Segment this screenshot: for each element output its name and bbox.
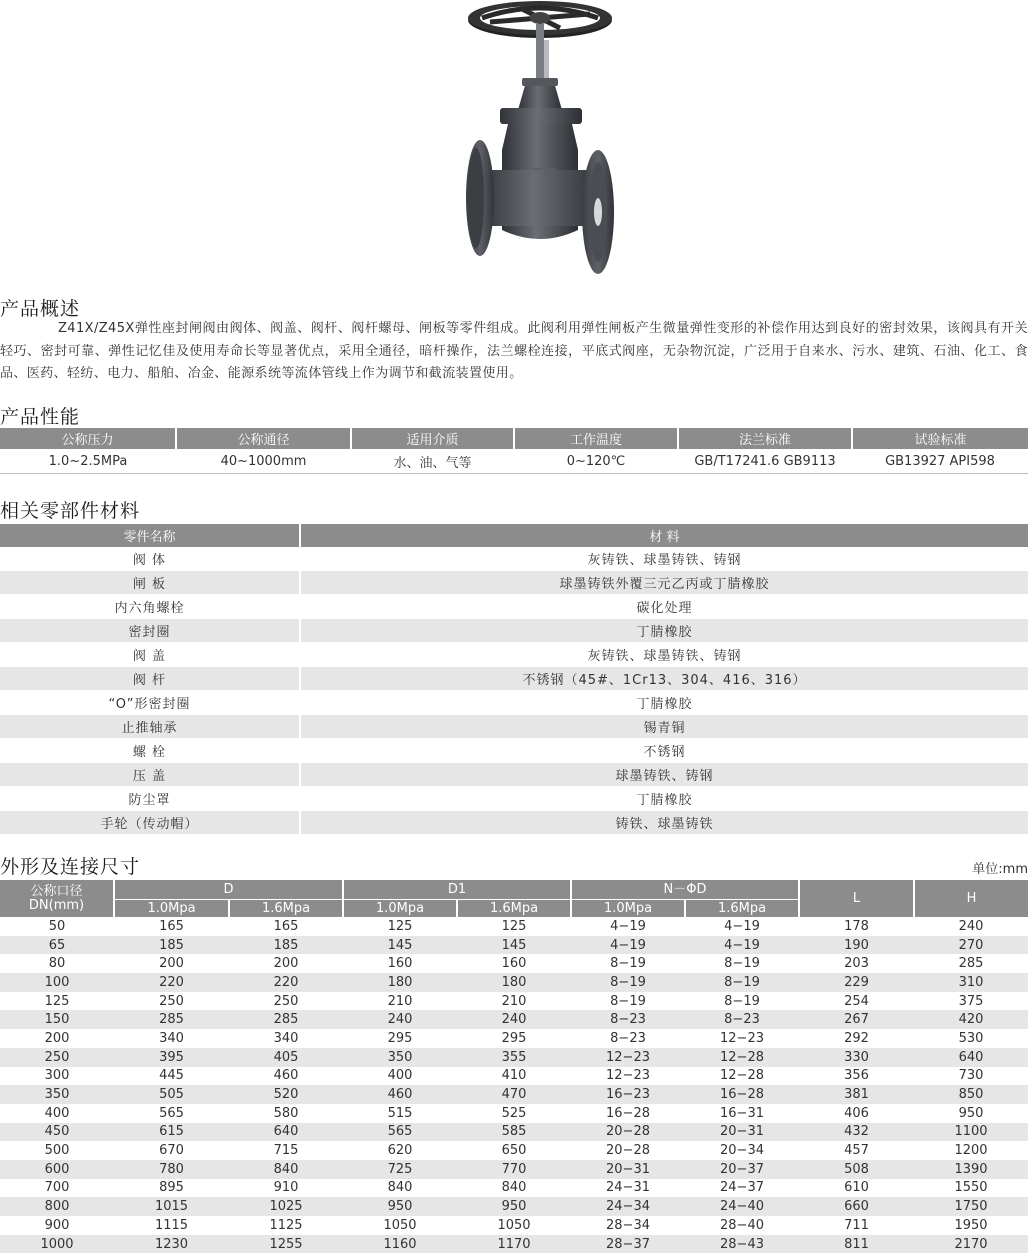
nphid-1-6-cell: 28−40 — [720, 1217, 764, 1233]
d-1-0-cell: 615 — [114, 1123, 229, 1142]
h-cell: 530 — [958, 1030, 984, 1046]
d1-1-0-cell: 840 — [387, 1180, 413, 1196]
dimensions-row — [0, 1235, 1028, 1254]
parts-title: 相关零部件材料 — [0, 500, 141, 522]
d-1-0-cell: 895 — [159, 1180, 184, 1196]
d1-1-6-cell: 160 — [501, 956, 527, 972]
l-cell: 660 — [799, 1197, 914, 1216]
header-test-standard: 试验标准 — [852, 428, 1028, 449]
d-1-0-cell: 565 — [159, 1105, 184, 1121]
d1-1-6-cell: 240 — [457, 1010, 571, 1029]
h-cell: 375 — [958, 993, 984, 1009]
part-name-cell: “O”形密封圈 — [0, 691, 300, 715]
parts-row — [0, 739, 1028, 763]
d-1-6-cell: 220 — [229, 973, 343, 992]
d-1-0-cell: 250 — [159, 993, 184, 1009]
dn-cell: 50 — [48, 918, 66, 934]
parts-row — [0, 619, 1028, 643]
nphid-1-0-cell: 8−23 — [610, 1030, 646, 1046]
d1-1-6-cell: 1170 — [457, 1235, 571, 1254]
parts-row — [0, 811, 1028, 835]
parts-row — [0, 715, 1028, 739]
d1-1-6-cell: 470 — [457, 1085, 571, 1104]
nphid-1-6-cell: 12−28 — [720, 1068, 764, 1084]
d1-1-6-cell: 210 — [501, 993, 527, 1009]
header-medium: 适用介质 — [351, 428, 514, 449]
l-cell: 178 — [844, 918, 869, 934]
h-cell: 285 — [958, 956, 984, 972]
parts-row — [0, 547, 1028, 571]
l-cell: 811 — [799, 1235, 914, 1254]
d1-1-6-cell: 525 — [501, 1105, 527, 1121]
d-1-0-cell: 780 — [114, 1160, 229, 1179]
parts-row — [0, 667, 1028, 691]
parts-row — [0, 763, 1028, 787]
nphid-1-0-cell: 8−19 — [610, 993, 646, 1009]
h-cell: 1200 — [954, 1143, 988, 1159]
d1-1-6-cell: 295 — [501, 1030, 527, 1046]
gate-valve-icon — [460, 0, 620, 280]
d1-1-0-cell: 210 — [387, 993, 413, 1009]
nphid-1-0-cell: 28−34 — [606, 1217, 650, 1233]
d1-1-0-cell: 160 — [387, 956, 413, 972]
parts-row — [0, 595, 1028, 619]
d-1-6-cell: 715 — [273, 1143, 299, 1159]
dimensions-table — [0, 880, 1028, 1253]
part-name-cell: 螺 栓 — [0, 739, 300, 763]
part-name-cell: 阀 盖 — [0, 643, 300, 667]
h-cell: 310 — [914, 973, 1028, 992]
d1-1-0-cell: 400 — [387, 1068, 413, 1084]
subheader-d-1-6: 1.6Mpa — [229, 900, 343, 918]
nphid-1-6-cell: 8−19 — [724, 993, 760, 1009]
header-d: D — [114, 880, 343, 900]
l-cell: 610 — [844, 1180, 869, 1196]
dn-cell: 200 — [44, 1030, 70, 1046]
nphid-1-0-cell: 24−31 — [606, 1180, 650, 1196]
nphid-1-0-cell: 24−34 — [571, 1197, 685, 1216]
parts-row — [0, 643, 1028, 667]
dimensions-row — [0, 1048, 1028, 1067]
dimensions-row — [0, 1179, 1028, 1198]
dimensions-row — [0, 954, 1028, 973]
nphid-1-6-cell: 20−31 — [685, 1123, 799, 1142]
material-cell: 丁腈橡胶 — [300, 691, 1028, 715]
dimensions-row — [0, 1141, 1028, 1160]
nphid-1-6-cell: 4−19 — [724, 918, 760, 934]
header-d1: D1 — [343, 880, 571, 900]
dimensions-row — [0, 1160, 1028, 1179]
material-cell: 碳化处理 — [300, 595, 1028, 619]
material-cell: 球墨铸铁外覆三元乙丙或丁腈橡胶 — [300, 571, 1028, 595]
nphid-1-6-cell: 24−40 — [685, 1197, 799, 1216]
d-1-0-cell: 395 — [114, 1048, 229, 1067]
header-dn-line2: DN(mm) — [28, 897, 85, 913]
material-cell: 丁腈橡胶 — [300, 787, 1028, 811]
d-1-0-cell: 505 — [114, 1085, 229, 1104]
d1-1-6-cell: 840 — [501, 1180, 527, 1196]
header-dn-line1: 公称口径 — [30, 883, 83, 899]
d-1-0-cell: 200 — [159, 956, 184, 972]
d1-1-6-cell: 1050 — [497, 1217, 531, 1233]
h-cell: 1390 — [914, 1160, 1028, 1179]
d-1-6-cell: 580 — [273, 1105, 299, 1121]
nphid-1-0-cell: 4−19 — [571, 936, 685, 955]
parts-row — [0, 787, 1028, 811]
nphid-1-6-cell: 4−19 — [685, 936, 799, 955]
part-name-cell: 阀 体 — [0, 547, 300, 571]
nphid-1-6-cell: 8−23 — [685, 1010, 799, 1029]
d-1-0-cell: 670 — [159, 1143, 184, 1159]
d-1-0-cell: 1015 — [114, 1197, 229, 1216]
nphid-1-0-cell: 12−23 — [606, 1068, 650, 1084]
parts-row — [0, 571, 1028, 595]
header-flange-standard: 法兰标准 — [678, 428, 852, 449]
d-1-6-cell: 250 — [273, 993, 299, 1009]
h-cell: 1100 — [914, 1123, 1028, 1142]
d1-1-0-cell: 515 — [387, 1105, 413, 1121]
d-1-6-cell: 285 — [229, 1010, 343, 1029]
value-temperature: 0~120℃ — [514, 449, 678, 474]
nphid-1-0-cell: 4−19 — [610, 918, 646, 934]
nphid-1-0-cell: 12−23 — [571, 1048, 685, 1067]
value-flange-standard: GB/T17241.6 GB9113 — [678, 449, 852, 474]
d1-1-6-cell: 125 — [501, 918, 527, 934]
d-1-6-cell: 1255 — [229, 1235, 343, 1254]
subheader-d1-1-6: 1.6Mpa — [457, 900, 571, 918]
dn-cell: 100 — [0, 973, 114, 992]
material-cell: 球墨铸铁、铸钢 — [300, 763, 1028, 787]
part-name-cell: 止推轴承 — [0, 715, 300, 739]
value-test-standard: GB13927 API598 — [852, 449, 1028, 474]
dn-cell: 150 — [0, 1010, 114, 1029]
dimensions-group-row — [0, 880, 1028, 900]
h-cell: 850 — [914, 1085, 1028, 1104]
h-cell: 1550 — [954, 1180, 988, 1196]
part-name-cell: 闸 板 — [0, 571, 300, 595]
part-name-cell: 防尘罩 — [0, 787, 300, 811]
nphid-1-0-cell: 28−37 — [571, 1235, 685, 1254]
value-diameter: 40~1000mm — [176, 449, 351, 474]
l-cell: 406 — [844, 1105, 869, 1121]
l-cell: 229 — [799, 973, 914, 992]
overview-text: Z41X/Z45X弹性座封闸阀由阀体、阀盖、阀杆、阀杆螺母、闸板等零件组成。此阀利用弹性闸板产生微量弹性变形的补偿作用达到良好的密封效果，该阀具有开关轻巧、密封可靠、弹性记忆佳及使用寿命长等显著优点，采用全通径，暗杆操作，法兰螺栓连接，平底式阀座，无杂物沉淀，广泛用于自来水、污水、建筑、石油、化工、食品、医药、轻纺、电力、船舶、冶金、能源系统等流体管线上作为调节和截流装置使用。 — [0, 321, 1028, 381]
dn-cell: 400 — [44, 1105, 70, 1121]
dimensions-row — [0, 1197, 1028, 1216]
parts-header-row — [0, 524, 1028, 547]
dimensions-row — [0, 917, 1028, 936]
unit-label: 单位:mm — [972, 862, 1028, 877]
l-cell: 711 — [844, 1217, 869, 1233]
dimensions-row — [0, 936, 1028, 955]
nphid-1-6-cell: 16−31 — [720, 1105, 764, 1121]
subheader-d-1-0: 1.0Mpa — [114, 900, 229, 918]
l-cell: 330 — [799, 1048, 914, 1067]
d-1-6-cell: 340 — [273, 1030, 299, 1046]
material-cell: 不锈钢（45#、1Cr13、304、416、316） — [300, 667, 1028, 691]
h-cell: 640 — [914, 1048, 1028, 1067]
d-1-0-cell: 285 — [114, 1010, 229, 1029]
dimensions-title: 外形及连接尺寸 — [0, 856, 141, 878]
dn-cell: 125 — [44, 993, 70, 1009]
parts-row — [0, 691, 1028, 715]
d-1-6-cell: 910 — [273, 1180, 299, 1196]
d1-1-0-cell: 1160 — [343, 1235, 457, 1254]
d1-1-0-cell: 125 — [387, 918, 413, 934]
l-cell: 508 — [799, 1160, 914, 1179]
dn-cell: 80 — [48, 956, 66, 972]
d-1-6-cell: 460 — [273, 1068, 299, 1084]
h-cell: 730 — [958, 1068, 984, 1084]
part-name-cell: 密封圈 — [0, 619, 300, 643]
nphid-1-0-cell: 8−23 — [571, 1010, 685, 1029]
d1-1-6-cell: 650 — [501, 1143, 527, 1159]
subheader-nphid-1-0: 1.0Mpa — [571, 900, 685, 918]
d1-1-0-cell: 620 — [387, 1143, 413, 1159]
d-1-6-cell: 185 — [229, 936, 343, 955]
gate-valve-image — [460, 0, 620, 280]
d1-1-6-cell: 950 — [457, 1197, 571, 1216]
performance-header-row — [0, 428, 1028, 449]
dn-cell: 600 — [0, 1160, 114, 1179]
subheader-d1-1-0: 1.0Mpa — [343, 900, 457, 918]
h-cell: 2170 — [914, 1235, 1028, 1254]
parts-table — [0, 524, 1028, 835]
h-cell: 950 — [958, 1105, 984, 1121]
l-cell: 381 — [799, 1085, 914, 1104]
header-material: 材 料 — [300, 524, 1028, 547]
dn-cell: 300 — [44, 1068, 70, 1084]
nphid-1-0-cell: 20−28 — [606, 1143, 650, 1159]
l-cell: 254 — [844, 993, 869, 1009]
part-name-cell: 手轮（传动帽） — [0, 811, 300, 835]
d-1-6-cell: 165 — [273, 918, 299, 934]
header-diameter: 公称通径 — [176, 428, 351, 449]
d1-1-6-cell: 585 — [457, 1123, 571, 1142]
nphid-1-0-cell: 16−28 — [606, 1105, 650, 1121]
nphid-1-0-cell: 16−23 — [571, 1085, 685, 1104]
l-cell: 190 — [799, 936, 914, 955]
performance-value-row — [0, 449, 1028, 474]
header-part-name: 零件名称 — [0, 524, 300, 547]
d-1-6-cell: 1025 — [229, 1197, 343, 1216]
header-l: L — [799, 880, 914, 917]
d1-1-0-cell: 725 — [343, 1160, 457, 1179]
h-cell: 270 — [914, 936, 1028, 955]
nphid-1-6-cell: 16−28 — [685, 1085, 799, 1104]
d-1-6-cell: 405 — [229, 1048, 343, 1067]
l-cell: 356 — [844, 1068, 869, 1084]
d-1-6-cell: 640 — [229, 1123, 343, 1142]
material-cell: 不锈钢 — [300, 739, 1028, 763]
dn-cell: 250 — [0, 1048, 114, 1067]
dn-cell: 1000 — [0, 1235, 114, 1254]
h-cell: 1750 — [914, 1197, 1028, 1216]
d1-1-0-cell: 460 — [343, 1085, 457, 1104]
d-1-0-cell: 340 — [159, 1030, 184, 1046]
d1-1-6-cell: 410 — [501, 1068, 527, 1084]
nphid-1-6-cell: 8−19 — [685, 973, 799, 992]
h-cell: 240 — [958, 918, 984, 934]
d1-1-0-cell: 1050 — [383, 1217, 417, 1233]
value-pressure: 1.0~2.5MPa — [0, 449, 176, 474]
h-cell: 1950 — [954, 1217, 988, 1233]
header-n-phi-d: N－ΦD — [571, 880, 799, 900]
dimensions-row — [0, 1029, 1028, 1048]
performance-title: 产品性能 — [0, 406, 81, 428]
l-cell: 432 — [799, 1123, 914, 1142]
d-1-0-cell: 220 — [114, 973, 229, 992]
subheader-nphid-1-6: 1.6Mpa — [685, 900, 799, 918]
dn-cell: 700 — [44, 1180, 70, 1196]
dimensions-row — [0, 992, 1028, 1011]
material-cell: 锡青铜 — [300, 715, 1028, 739]
header-temperature: 工作温度 — [514, 428, 678, 449]
d1-1-0-cell: 565 — [343, 1123, 457, 1142]
nphid-1-0-cell: 8−19 — [571, 973, 685, 992]
nphid-1-6-cell: 20−37 — [685, 1160, 799, 1179]
d-1-6-cell: 1125 — [269, 1217, 303, 1233]
dimensions-row — [0, 1104, 1028, 1123]
d1-1-6-cell: 180 — [457, 973, 571, 992]
nphid-1-6-cell: 12−23 — [720, 1030, 764, 1046]
d-1-6-cell: 520 — [229, 1085, 343, 1104]
d1-1-6-cell: 770 — [457, 1160, 571, 1179]
d1-1-0-cell: 295 — [387, 1030, 413, 1046]
d1-1-0-cell: 950 — [343, 1197, 457, 1216]
l-cell: 457 — [844, 1143, 869, 1159]
dimensions-row — [0, 1085, 1028, 1104]
dn-cell: 800 — [0, 1197, 114, 1216]
d-1-6-cell: 200 — [273, 956, 299, 972]
d1-1-0-cell: 240 — [343, 1010, 457, 1029]
nphid-1-6-cell: 8−19 — [724, 956, 760, 972]
material-cell: 灰铸铁、球墨铸铁、铸钢 — [300, 547, 1028, 571]
d-1-0-cell: 185 — [114, 936, 229, 955]
nphid-1-6-cell: 12−28 — [685, 1048, 799, 1067]
nphid-1-6-cell: 28−43 — [685, 1235, 799, 1254]
header-dn — [0, 880, 114, 917]
dimensions-row — [0, 1123, 1028, 1142]
material-cell: 丁腈橡胶 — [300, 619, 1028, 643]
dimensions-row — [0, 1067, 1028, 1086]
header-pressure: 公称压力 — [0, 428, 176, 449]
d1-1-6-cell: 145 — [457, 936, 571, 955]
l-cell: 292 — [844, 1030, 869, 1046]
dn-cell: 350 — [0, 1085, 114, 1104]
part-name-cell: 阀 杆 — [0, 667, 300, 691]
dimensions-row — [0, 973, 1028, 992]
dn-cell: 65 — [0, 936, 114, 955]
part-name-cell: 内六角螺栓 — [0, 595, 300, 619]
d1-1-6-cell: 355 — [457, 1048, 571, 1067]
d-1-0-cell: 165 — [159, 918, 184, 934]
nphid-1-0-cell: 20−31 — [571, 1160, 685, 1179]
l-cell: 267 — [799, 1010, 914, 1029]
d-1-0-cell: 1115 — [154, 1217, 189, 1233]
h-cell: 420 — [914, 1010, 1028, 1029]
d-1-0-cell: 1230 — [114, 1235, 229, 1254]
nphid-1-0-cell: 20−28 — [571, 1123, 685, 1142]
d1-1-0-cell: 180 — [343, 973, 457, 992]
nphid-1-0-cell: 8−19 — [610, 956, 646, 972]
dimensions-row — [0, 1216, 1028, 1235]
nphid-1-6-cell: 20−34 — [720, 1143, 764, 1159]
d1-1-0-cell: 145 — [343, 936, 457, 955]
material-cell: 灰铸铁、球墨铸铁、铸钢 — [300, 643, 1028, 667]
performance-table — [0, 428, 1028, 474]
value-medium: 水、油、气等 — [351, 449, 514, 474]
dn-cell: 500 — [44, 1143, 70, 1159]
l-cell: 203 — [844, 956, 869, 972]
header-h: H — [914, 880, 1028, 917]
d-1-6-cell: 840 — [229, 1160, 343, 1179]
dn-cell: 450 — [0, 1123, 114, 1142]
nphid-1-6-cell: 24−37 — [720, 1180, 764, 1196]
part-name-cell: 压 盖 — [0, 763, 300, 787]
overview-title: 产品概述 — [0, 298, 81, 320]
d1-1-0-cell: 350 — [343, 1048, 457, 1067]
dn-cell: 900 — [44, 1217, 70, 1233]
dimensions-row — [0, 1010, 1028, 1029]
d-1-0-cell: 445 — [159, 1068, 184, 1084]
material-cell: 铸铁、球墨铸铁 — [300, 811, 1028, 835]
